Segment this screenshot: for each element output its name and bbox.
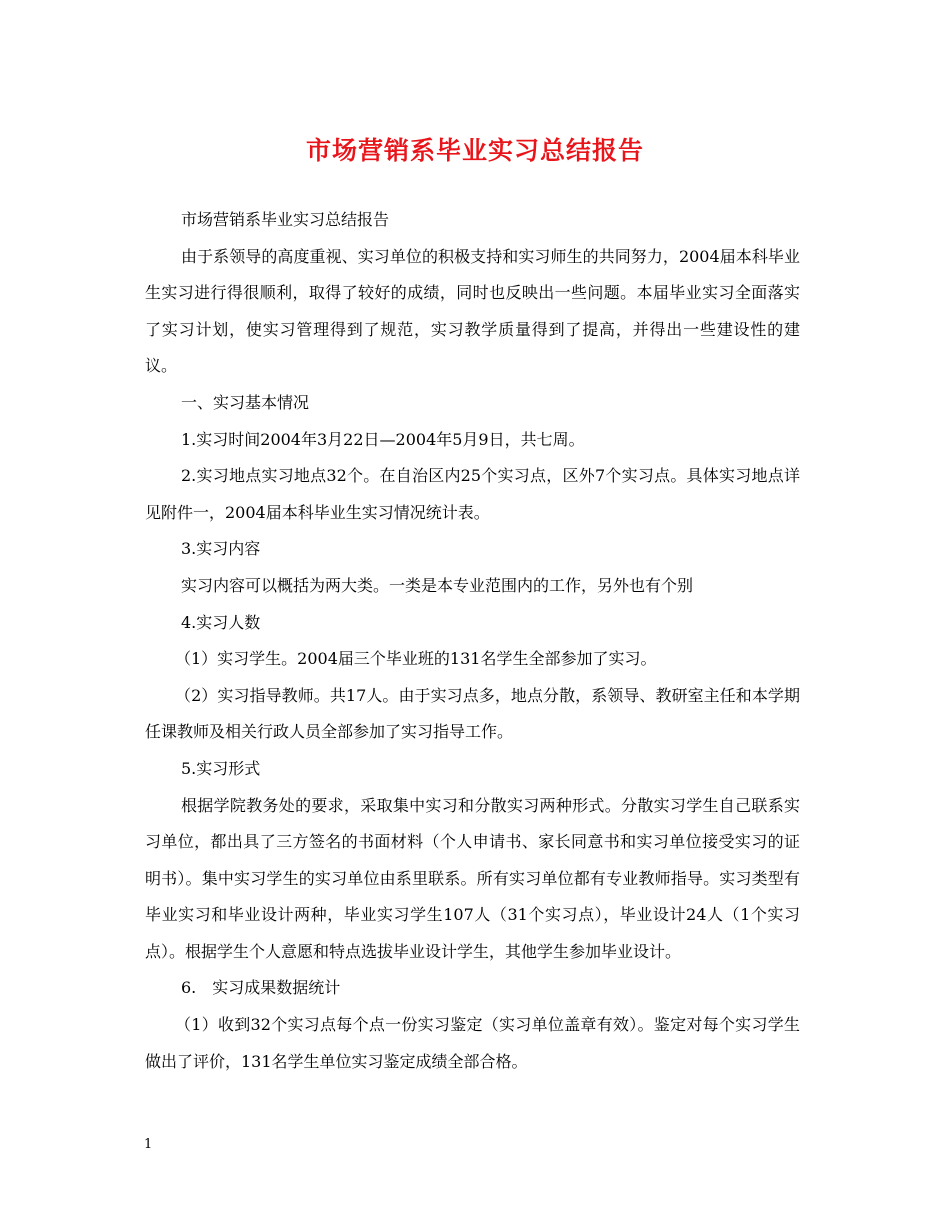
- paragraph-results-heading: 6. 实习成果数据统计: [181, 978, 341, 998]
- page-number: 1: [144, 1137, 153, 1152]
- paragraph-teachers: （2）实习指导教师。共17人。由于实习点多，地点分散，系领导、教研室主任和本学期任课教师及相关行政人员全部参加了实习指导工作。: [145, 685, 800, 742]
- paragraph-form-heading: 5.实习形式: [181, 758, 261, 778]
- document-title: 市场营销系毕业实习总结报告: [305, 136, 644, 165]
- paragraph-students: （1）实习学生。2004届三个毕业班的131名学生全部参加了实习。: [175, 649, 657, 669]
- paragraph-intro: 由于系领导的高度重视、实习单位的积极支持和实习师生的共同努力，2004届本科毕业生实习进行得很顺利，取得了较好的成绩，同时也反映出一些问题。本届毕业实习全面落实了实习计划，使实习管理得到了规范，实习教学质量得到了提高，并得出一些建设性的建议。: [145, 246, 800, 376]
- paragraph-count-heading: 4.实习人数: [181, 612, 261, 632]
- document-body: [145, 202, 800, 1080]
- paragraph-results: （1）收到32个实习点每个点一份实习鉴定（实习单位盖章有效）。鉴定对每个实习学生做出了评价，131名学生单位实习鉴定成绩全部合格。: [145, 1015, 800, 1071]
- paragraph-time: 1.实习时间2004年3月22日—2004年5月9日，共七周。: [181, 429, 585, 449]
- paragraph-content-heading: 3.实习内容: [181, 539, 261, 559]
- section-heading-basic-info: 一、实习基本情况: [181, 392, 310, 412]
- paragraph-form: 根据学院教务处的要求，采取集中实习和分散实习两种形式。分散实习学生自己联系实习单位，都出具了三方签名的书面材料（个人申请书、家长同意书和实习单位接受实习的证明书）。集中实习学生的实习单位由系里联系。所有实习单位都有专业教师指导。实习类型有毕业实习和毕业设计两种，毕业实习学生107人（31个实习点），毕业设计24人（1个实习点）。根据学生个人意愿和特点选拔毕业设计学生，其他学生参加毕业设计。: [145, 795, 800, 961]
- paragraph-subtitle: 市场营销系毕业实习总结报告: [181, 210, 390, 229]
- paragraph-content: 实习内容可以概括为两大类。一类是本专业范围内的工作，另外也有个别: [181, 575, 694, 595]
- paragraph-location: 2.实习地点实习地点32个。在自治区内25个实习点，区外7个实习点。具体实习地点详见附件一，2004届本科毕业生实习情况统计表。: [145, 466, 800, 522]
